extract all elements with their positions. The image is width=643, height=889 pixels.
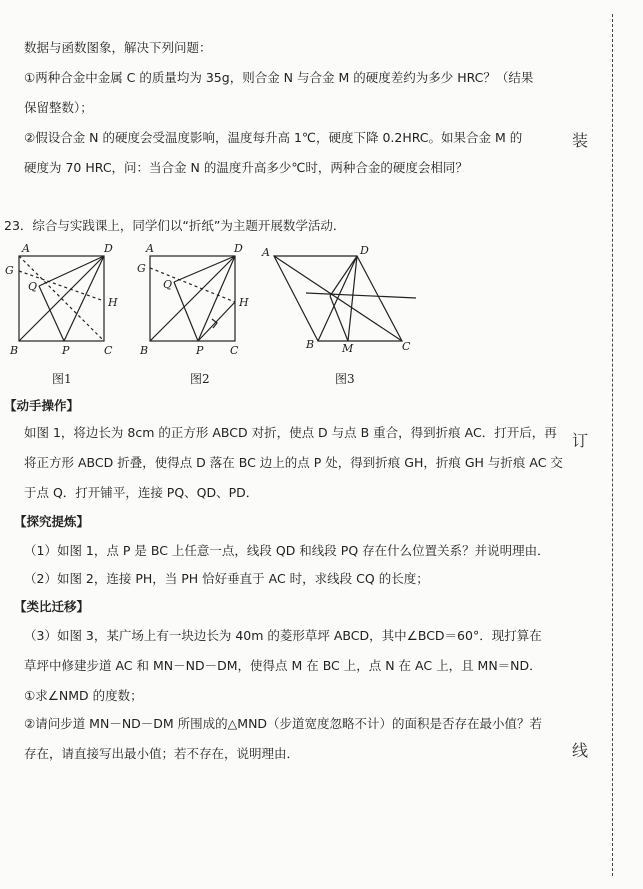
- text-line: 存在，请直接写出最小值；若不存在，说明理由．: [24, 746, 300, 761]
- fig2-label-G: G: [137, 262, 146, 275]
- fig1-label-B: B: [10, 344, 19, 357]
- text-line: ①求∠NMD 的度数；: [24, 688, 143, 703]
- figure-2: [136, 240, 254, 358]
- fig1-label-G: G: [5, 264, 14, 277]
- figure-3-caption: 图3: [335, 372, 355, 386]
- fig1-label-H: H: [108, 296, 118, 309]
- binding-label-zhuang: 装: [572, 131, 589, 150]
- fig3-label-D: D: [360, 244, 369, 257]
- fig1-label-P: P: [62, 344, 70, 357]
- fig2-label-P: P: [196, 344, 204, 357]
- text-line: ②假设合金 N 的硬度会受温度影响，温度每升高 1℃，硬度下降 0.2HRC。如果合金 M 的: [24, 130, 523, 145]
- binding-label-ding: 订: [572, 431, 589, 450]
- fig2-label-A: A: [146, 242, 154, 255]
- figure-3: [256, 240, 426, 358]
- fig2-label-D: D: [234, 242, 243, 255]
- fig1-label-C: C: [104, 344, 113, 357]
- fig3-label-M: M: [342, 342, 354, 355]
- text-line: 数据与函数图象，解决下列问题：: [24, 40, 212, 55]
- text-line: （2）如图 2，连接 PH，当 PH 恰好垂直于 AC 时，求线段 CQ 的长度；: [24, 571, 429, 586]
- fig3-label-C: C: [402, 340, 411, 353]
- fig1-label-D: D: [104, 242, 113, 255]
- text-line: 如图 1，将边长为 8cm 的正方形 ABCD 对折，使点 D 与点 B 重合，得到折痕 AC．打开后，再: [24, 425, 557, 440]
- section-heading: 【类比迁移】: [14, 599, 90, 614]
- section-heading: 【探究提炼】: [14, 514, 90, 529]
- fig2-label-C: C: [230, 344, 239, 357]
- binding-label-xian: 线: [572, 741, 589, 760]
- figure-1: [4, 240, 122, 358]
- fig1-label-Q: Q: [28, 280, 38, 293]
- fig2-label-B: B: [140, 344, 149, 357]
- text-line: ①两种合金中金属 C 的质量均为 35g，则合金 N 与合金 M 的硬度差约为多少 HRC？（结果: [24, 70, 534, 85]
- fig2-label-Q: Q: [163, 278, 173, 291]
- binding-line: [612, 14, 613, 876]
- fig2-label-H: H: [239, 296, 249, 309]
- fig1-label-A: A: [22, 242, 30, 255]
- text-line: 将正方形 ABCD 折叠，使得点 D 落在 BC 边上的点 P 处，得到折痕 GH，折痕 GH 与折痕 AC 交: [24, 455, 563, 470]
- fig3-label-A: A: [262, 246, 270, 259]
- fig3-label-B: B: [306, 338, 315, 351]
- text-line: （3）如图 3，某广场上有一块边长为 40m 的菱形草坪 ABCD，其中∠BCD＝60°．现打算在: [24, 628, 542, 643]
- figure-2-caption: 图2: [190, 372, 210, 386]
- figure-1-caption: 图1: [52, 372, 72, 386]
- text-line: 于点 Q．打开铺平，连接 PQ、QD、PD．: [24, 485, 259, 500]
- text-line: 硬度为 70 HRC，问：当合金 N 的温度升高多少℃时，两种合金的硬度会相同？: [24, 160, 468, 175]
- text-line: 草坪中修建步道 AC 和 MN－ND－DM，使得点 M 在 BC 上，点 N 在 AC 上，且 MN＝ND．: [24, 658, 542, 673]
- text-line: （1）如图 1，点 P 是 BC 上任意一点，线段 QD 和线段 PQ 存在什么位置关系？并说明理由．: [24, 543, 550, 558]
- question-23-stem: 23．综合与实践课上，同学们以“折纸”为主题开展数学活动．: [4, 218, 346, 233]
- section-heading: 【动手操作】: [4, 398, 80, 413]
- text-line: ②请问步道 MN－ND－DM 所围成的△MND（步道宽度忽略不计）的面积是否存在最小值？若: [24, 716, 543, 731]
- text-line: 保留整数）；: [24, 100, 93, 115]
